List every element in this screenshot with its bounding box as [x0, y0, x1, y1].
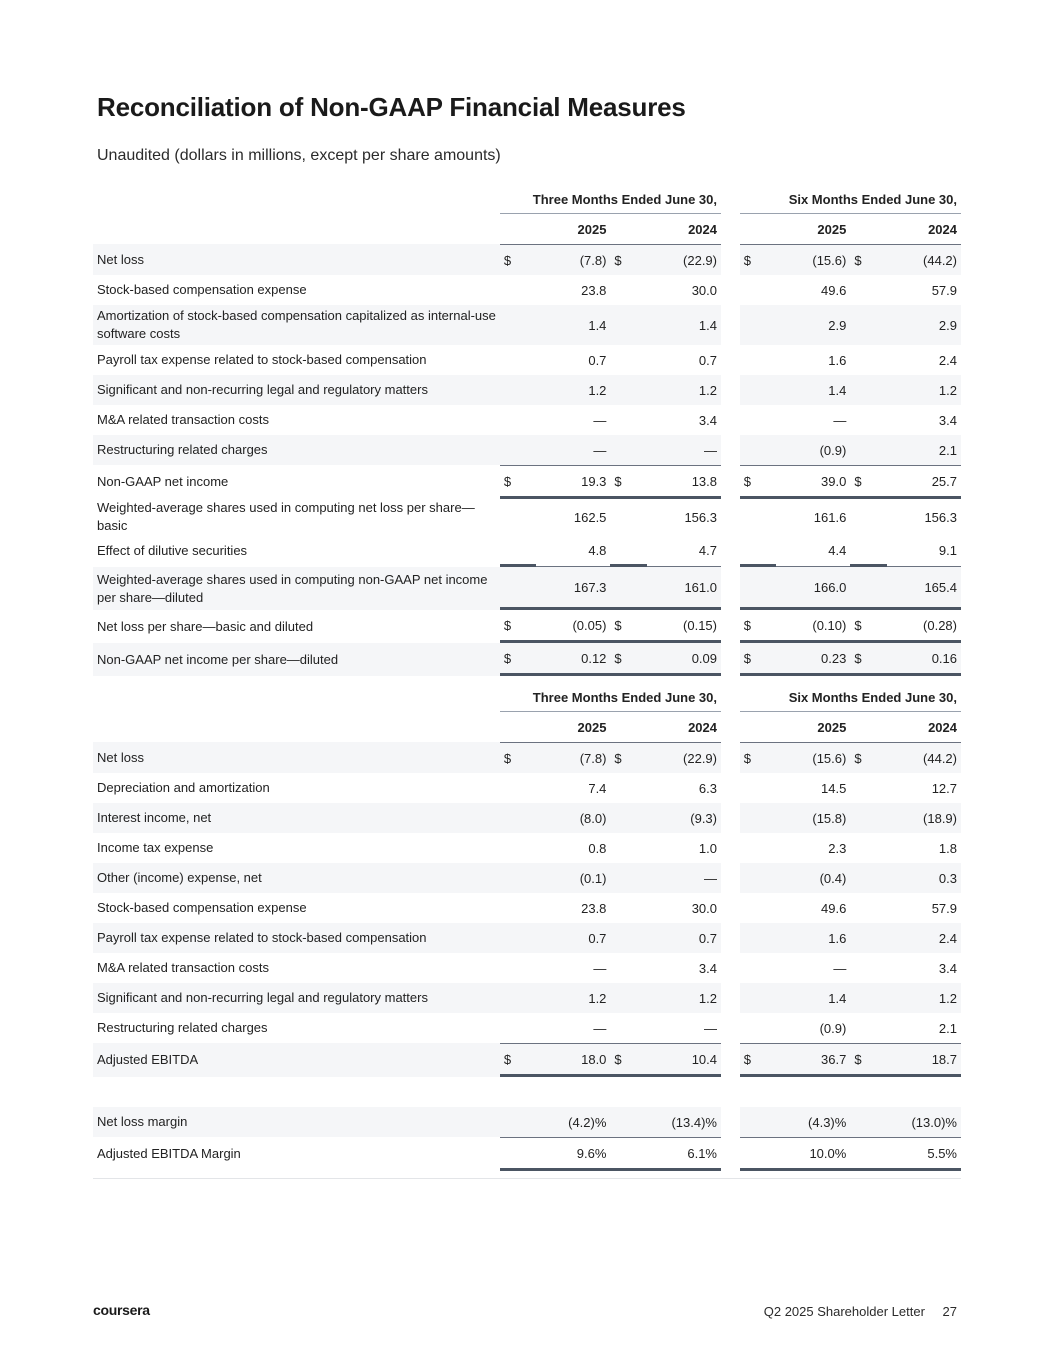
header-year: 2025	[817, 719, 847, 735]
cell-value: 161.6	[813, 509, 847, 525]
table-row	[93, 1137, 961, 1171]
cell-value: 0.09	[647, 643, 721, 676]
cell-value: 36.7	[776, 1043, 850, 1077]
currency-symbol: $	[850, 742, 887, 773]
cell-value: 25.7	[887, 465, 961, 499]
header-three-months: Three Months Ended June 30,	[500, 185, 721, 214]
table-row	[93, 803, 961, 833]
cell-value: 6.1%	[647, 1137, 721, 1171]
cell-value: 23.8	[581, 900, 607, 916]
cell-value: (44.2)	[887, 244, 961, 275]
cell-value: —	[833, 412, 847, 428]
cell-value: (9.3)	[647, 803, 721, 833]
cell-value: 23.8	[581, 282, 607, 298]
cell-value: (44.2)	[887, 742, 961, 773]
header-year: 2024	[928, 719, 957, 735]
header-year: 2024	[928, 221, 957, 237]
row-label: Net loss	[93, 742, 500, 773]
currency-symbol: $	[500, 742, 537, 773]
table-row	[93, 535, 961, 567]
row-label: Effect of dilutive securities	[97, 543, 248, 558]
table-row	[93, 465, 961, 499]
cell-value: 19.3	[536, 465, 610, 499]
row-label: Adjusted EBITDA Margin	[97, 1146, 241, 1161]
cell-value: 1.2	[536, 983, 610, 1013]
currency-symbol: $	[740, 244, 777, 275]
cell-value: 1.2	[536, 375, 610, 405]
page-subtitle: Unaudited (dollars in millions, except per share amounts)	[97, 147, 501, 164]
cell-value: (15.6)	[776, 244, 850, 275]
cell-value: (0.05)	[536, 610, 610, 643]
cell-value: (0.9)	[819, 1020, 847, 1036]
cell-value: (22.9)	[647, 244, 721, 275]
cell-value: 13.8	[647, 465, 721, 499]
table-row	[93, 567, 961, 610]
cell-value: 161.0	[647, 567, 721, 610]
row-label: Adjusted EBITDA	[93, 1043, 500, 1077]
row-label: Weighted-average shares used in computing net loss per share—basic	[97, 500, 475, 533]
header-year: 2025	[577, 719, 607, 735]
page-number: 27	[942, 1304, 957, 1319]
currency-symbol: $	[610, 742, 647, 773]
cell-value: 18.0	[536, 1043, 610, 1077]
table-row	[93, 953, 961, 983]
cell-value: (8.0)	[536, 803, 610, 833]
table-row	[93, 305, 961, 345]
table-row	[93, 610, 961, 643]
cell-value: (0.1)	[536, 863, 610, 893]
table-row	[93, 643, 961, 676]
row-label: Restructuring related charges	[97, 1020, 268, 1035]
table-row	[93, 742, 961, 773]
table-row	[93, 435, 961, 465]
cell-value: 2.9	[887, 305, 961, 345]
table-row	[93, 375, 961, 405]
cell-value: —	[593, 1020, 607, 1036]
currency-symbol: $	[610, 643, 647, 676]
cell-value: 0.8	[588, 840, 607, 856]
cell-value: 0.23	[776, 643, 850, 676]
table-row	[93, 863, 961, 893]
cell-value: (0.4)	[776, 863, 850, 893]
row-label: Interest income, net	[93, 803, 500, 833]
cell-value: 3.4	[698, 412, 717, 428]
header-year: 2025	[817, 221, 847, 237]
cell-value: (13.4)%	[647, 1107, 721, 1137]
cell-value: 1.2	[647, 983, 721, 1013]
row-label: M&A related transaction costs	[97, 412, 269, 427]
header-six-months: Six Months Ended June 30,	[740, 185, 961, 214]
cell-value: —	[593, 412, 607, 428]
cell-value: 0.12	[536, 643, 610, 676]
currency-symbol: $	[500, 1043, 537, 1077]
cell-value: 1.4	[536, 305, 610, 345]
row-label: Net loss	[93, 244, 500, 275]
cell-value: (22.9)	[647, 742, 721, 773]
cell-value: (15.6)	[776, 742, 850, 773]
cell-value: 1.8	[938, 840, 957, 856]
header-year: 2024	[688, 221, 717, 237]
cell-value: 39.0	[776, 465, 850, 499]
cell-value: 6.3	[698, 780, 717, 796]
cell-value: 10.0%	[776, 1137, 850, 1171]
currency-symbol: $	[610, 465, 647, 499]
row-label: Net loss per share—basic and diluted	[97, 618, 314, 634]
currency-symbol: $	[500, 244, 537, 275]
table-row	[93, 1013, 961, 1043]
cell-value: —	[536, 435, 610, 465]
table-row	[93, 1043, 961, 1077]
table-row	[93, 499, 961, 535]
cell-value: 57.9	[931, 900, 957, 916]
row-label: Net loss margin	[93, 1107, 500, 1137]
cell-value: 1.6	[828, 352, 847, 368]
cell-value: 1.2	[887, 983, 961, 1013]
header-three-months: Three Months Ended June 30,	[500, 683, 721, 712]
row-label: Weighted-average shares used in computing non-GAAP net income per share—diluted	[93, 567, 500, 610]
table-row	[93, 1107, 961, 1137]
row-label: Depreciation and amortization	[97, 780, 270, 795]
cell-value: (0.28)	[887, 610, 961, 643]
row-label: Payroll tax expense related to stock-based compensation	[93, 923, 500, 953]
header-six-months: Six Months Ended June 30,	[740, 683, 961, 712]
currency-symbol: $	[850, 643, 887, 676]
non-gaap-net-income-table	[93, 185, 961, 676]
header-year: 2025	[577, 221, 607, 237]
row-label: Stock-based compensation expense	[97, 282, 307, 297]
cell-value: —	[647, 435, 721, 465]
cell-value: 4.4	[776, 535, 850, 567]
currency-symbol: $	[610, 1043, 647, 1077]
currency-symbol: $	[850, 465, 887, 499]
cell-value: 4.8	[536, 535, 610, 567]
currency-symbol: $	[850, 1043, 887, 1077]
cell-value: 2.1	[887, 435, 961, 465]
currency-symbol: $	[740, 465, 777, 499]
cell-value: 166.0	[776, 567, 850, 610]
row-label: Significant and non-recurring legal and regulatory matters	[93, 375, 500, 405]
cell-value: 49.6	[821, 282, 847, 298]
currency-symbol: $	[740, 643, 777, 676]
cell-value: 5.5%	[887, 1137, 961, 1171]
row-label: Stock-based compensation expense	[97, 900, 307, 915]
cell-value: (7.8)	[536, 244, 610, 275]
cell-value: 1.4	[647, 305, 721, 345]
table-row	[93, 405, 961, 435]
cell-value: 18.7	[887, 1043, 961, 1077]
cell-value: 2.9	[776, 305, 850, 345]
table-row	[93, 244, 961, 275]
row-label: Significant and non-recurring legal and regulatory matters	[93, 983, 500, 1013]
cell-value: 156.3	[684, 509, 717, 525]
currency-symbol: $	[500, 643, 537, 676]
row-label: Non-GAAP net income per share—diluted	[93, 643, 500, 676]
cell-value: 4.7	[647, 535, 721, 567]
cell-value: 1.0	[698, 840, 717, 856]
cell-value: (4.3)%	[776, 1107, 850, 1137]
cell-value: 3.4	[938, 412, 957, 428]
cell-value: 30.0	[691, 900, 717, 916]
cell-value: 0.7	[536, 923, 610, 953]
currency-symbol: $	[740, 1043, 777, 1077]
currency-symbol: $	[850, 610, 887, 643]
page-footer	[764, 1304, 957, 1319]
cell-value: 9.1	[887, 535, 961, 567]
cell-value: 57.9	[931, 282, 957, 298]
cell-value: 2.4	[938, 352, 957, 368]
cell-value: (0.9)	[776, 435, 850, 465]
cell-value: —	[647, 863, 721, 893]
table-row	[93, 893, 961, 923]
cell-value: 162.5	[573, 509, 607, 525]
cell-value: 12.7	[931, 780, 957, 796]
cell-value: —	[593, 960, 607, 976]
header-year: 2024	[688, 719, 717, 735]
cell-value: 156.3	[924, 509, 957, 525]
cell-value: 2.1	[938, 1020, 957, 1036]
cell-value: 1.2	[647, 375, 721, 405]
currency-symbol: $	[500, 610, 537, 643]
currency-symbol: $	[850, 244, 887, 275]
currency-symbol: $	[610, 610, 647, 643]
cell-value: 49.6	[821, 900, 847, 916]
row-label: Non-GAAP net income	[97, 474, 229, 489]
cell-value: 10.4	[647, 1043, 721, 1077]
currency-symbol: $	[610, 244, 647, 275]
cell-value: (18.9)	[887, 803, 961, 833]
table-row	[93, 345, 961, 375]
adjusted-ebitda-table	[93, 683, 961, 1171]
table-row	[93, 275, 961, 305]
currency-symbol: $	[500, 465, 537, 499]
cell-value: (15.8)	[776, 803, 850, 833]
table-row	[93, 983, 961, 1013]
cell-value: 165.4	[887, 567, 961, 610]
cell-value: 0.7	[698, 352, 717, 368]
currency-symbol: $	[740, 610, 777, 643]
row-label: Income tax expense	[97, 840, 214, 855]
table-row	[93, 773, 961, 803]
cell-value: 30.0	[691, 282, 717, 298]
cell-value: 1.4	[776, 375, 850, 405]
row-label: Payroll tax expense related to stock-based compensation	[97, 352, 427, 367]
divider	[93, 1178, 961, 1179]
cell-value: 0.7	[647, 923, 721, 953]
cell-value: (0.15)	[647, 610, 721, 643]
row-label: Other (income) expense, net	[93, 863, 500, 893]
row-label: M&A related transaction costs	[97, 960, 269, 975]
row-label: Amortization of stock-based compensation capitalized as internal-use software costs	[93, 305, 500, 345]
footer-letter-title: Q2 2025 Shareholder Letter	[763, 1304, 925, 1319]
table-row	[93, 923, 961, 953]
cell-value: 167.3	[536, 567, 610, 610]
cell-value: —	[704, 1020, 717, 1036]
cell-value: 0.16	[887, 643, 961, 676]
cell-value: 1.2	[887, 375, 961, 405]
cell-value: 2.3	[828, 840, 847, 856]
cell-value: (4.2)%	[536, 1107, 610, 1137]
cell-value: 0.7	[588, 352, 607, 368]
cell-value: 3.4	[938, 960, 957, 976]
cell-value: (13.0)%	[887, 1107, 961, 1137]
cell-value: 0.3	[887, 863, 961, 893]
cell-value: 9.6%	[536, 1137, 610, 1171]
cell-value: 3.4	[698, 960, 717, 976]
cell-value: (0.10)	[776, 610, 850, 643]
cell-value: 1.4	[776, 983, 850, 1013]
currency-symbol: $	[740, 742, 777, 773]
cell-value: 2.4	[887, 923, 961, 953]
page-title: Reconciliation of Non-GAAP Financial Measures	[97, 92, 686, 122]
cell-value: 14.5	[821, 780, 847, 796]
table-row	[93, 833, 961, 863]
cell-value: 1.6	[776, 923, 850, 953]
row-label: Restructuring related charges	[93, 435, 500, 465]
coursera-logo: coursera	[93, 1302, 150, 1318]
cell-value: —	[833, 960, 847, 976]
cell-value: 7.4	[588, 780, 607, 796]
cell-value: (7.8)	[536, 742, 610, 773]
